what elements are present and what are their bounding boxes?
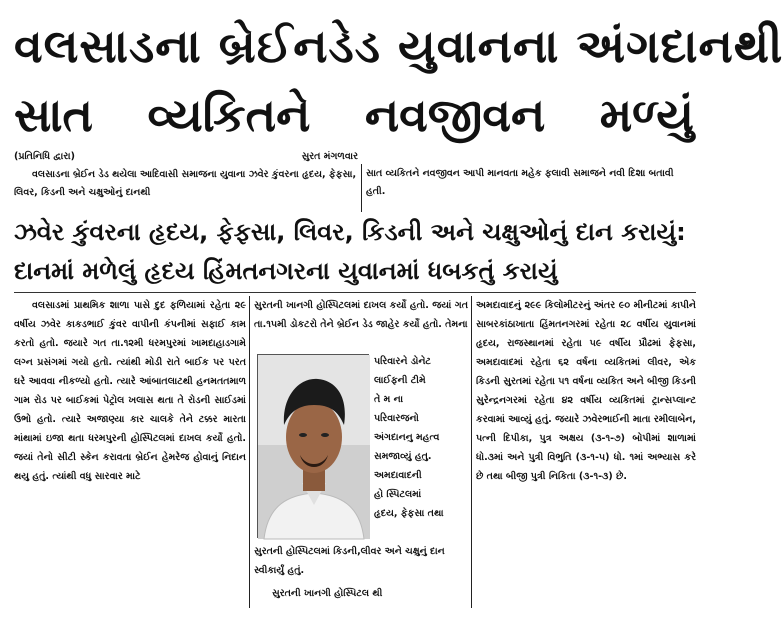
column-2-wrap-line: તે મ ના — [374, 394, 404, 405]
column-2-wrap-line: લાઈફની ટીમે — [374, 375, 426, 386]
intro-left — [14, 166, 358, 202]
column-1-text: વલસાડમાં પ્રાથમિક શાળા પાસે દુદ ફળિયામાં રહેતા ૨૯ વર્ષીય ઝવેર કાકડભાઈ કુંવર વાપીની કંપનીમાં સફાઈ કામ કરતો હતો. જયારે ગત તા.૧૨મી ધરમપુરમાં ખામદાહાડગામે લગ્ન પ્રસંગમાં ગયો હતો. ત્યાંથી મોડી રાતે બાઈક પર પરત ઘરે આવવા નીકળ્યો હતો. ત્યારે આંબાતલાટથી હનમતતમાળ ગામ રોડ પર બાઈકમાં પેટ્રોલ ખલાસ થતા તે રોડની સાઈડમાં ઉભો હતો. ત્યારે અજાણ્યા કાર ચાલકે તેને ટક્કર મારતા માંથામાં ઇજા થતા ધરમપુરની હોસ્પિટલમાં દાખલ કર્યો હતો. જયાં તેનો સીટી સ્કેન કરાવતા બ્રેઈન હેમરેજ હોવાનું નિદાન થયુ હતું. ત્યાંથી વધુ સારવાર માટે — [14, 300, 246, 482]
column-2-last-text: સુરતની ખાનગી હોસ્પિટલ થી — [272, 588, 383, 599]
column-2-wrap-line: પરિવારને ડોનેટ — [374, 356, 431, 367]
divider — [361, 164, 362, 212]
column-divider — [249, 296, 250, 608]
headline-word: વ્યકિતને — [147, 88, 311, 142]
byline-source: (પ્રતિનિધિ દ્વારા) — [14, 151, 75, 162]
column-2-wrap-line: હૃદય, ફેફસા તથા — [374, 508, 444, 519]
column-2-wrap-line: સમજાવ્યું હતુ. — [374, 451, 432, 462]
column-divider — [471, 296, 472, 608]
headline-line-2 — [14, 86, 694, 144]
subheadline-2: દાનમાં મળેલું હૃદય હિંમતનગરના યુવાનમાં ધબકતું કરાયું — [14, 257, 558, 285]
divider — [14, 292, 696, 293]
headline-line-1: વલસાડના બ્રેઈનડેડ યુવાનના અંગદાનથી — [14, 19, 783, 73]
column-2-wrap-line: હો સ્પિટલમાં — [374, 489, 422, 500]
column-2-wrap-line: અંગદાનનુ મહત્વ — [374, 432, 440, 443]
column-3-text: અમદાવાદનું ૨૯૯ કિલોમીટરનું અંતર ૯૦ મીનીટમાં કાપીને સાબરકાંઠાખાતા હિંમતનગરમાં રહેતા ૨૮ વર્ષીય યુવાનમાં હૃદય, રાજસ્થાનમાં રહેતા ૫૯ વર્ષીય પ્રૌઢમાં ફેફસા, અમદાવાદમાં રહેતા ૬૨ વર્ષના વ્યકિતમાં લીવર, એક કિડની સુરતમાં રહેતા ૫૧ વર્ષના વ્યકિત અને બીજી કિડની સુરેન્દ્રનગરમાં રહેતા ૪૨ વર્ષીય વ્યકિતમાં ટ્રાન્સપ્લાન્ટ કરવામાં આવ્યું હતું. જયારે ઝવેરભાઈની માતા રમીલાબેન, પત્ની દિપીકા, પુત્ર અક્ષય (૩-૧-૭) બોપીમાં શાળામાં ધો.૩માં અને પુત્રી વિભુતિ (૩-૧-૫) ધો. ૧માં અભ્યાસ કરે છે તથા બીજી પુત્રી નિકિતા (૩-૧-૩) છે. — [476, 300, 696, 482]
headline-word: નવજીવન — [364, 88, 546, 142]
column-2-top-text: સુરતની ખાનગી હોસ્પિટલમાં દાખલ કર્યો હતો. જયાં ગત તા.૧૫મી ડોકટરો તેને બ્રેઈન ડેડ જાહેર કર્યો હતો. તેમના — [254, 300, 468, 330]
column-2-last-line — [254, 584, 468, 603]
byline-place-day: સુરત મંગળવાર — [301, 151, 358, 162]
article-column-1 — [14, 296, 246, 614]
article-column-3 — [476, 296, 696, 614]
portrait-icon — [258, 355, 370, 539]
portrait-photo — [257, 354, 369, 538]
headline-word: મળ્યું — [599, 88, 694, 142]
column-2-bottom-text: સુરતની હોસ્પિટલમાં કિડની,લીવર અને ચક્ષુનું દાન સ્વીકાર્યું હતું. — [254, 546, 445, 576]
column-2-wrap-line: અમદાવાદની — [374, 470, 422, 481]
column-2-wrap-line: પરિવારજનો — [374, 413, 419, 424]
subheadline-1: ઝવેર કુંવરના હૃદય, ફેફસા, લિવર, કિડની અને ચક્ષુઓનું દાન કરાયું: — [14, 218, 686, 246]
intro-right: સાત વ્યકિતને નવજીવન આપી માનવતા મહેક ફલાવી સમાજને નવી દિશા બતાવી હતી. — [366, 168, 674, 197]
intro-left-text: વલસાડના બ્રેઈન ડેડ થયેલા આદિવાસી સમાજના યુવાના ઝવેર કુંવરના હૃદય, ફેફસા, લિવર, કિડની અને ચક્ષુઓનું દાનથી — [14, 169, 357, 198]
headline-word: સાત — [14, 88, 94, 142]
byline — [14, 151, 358, 165]
